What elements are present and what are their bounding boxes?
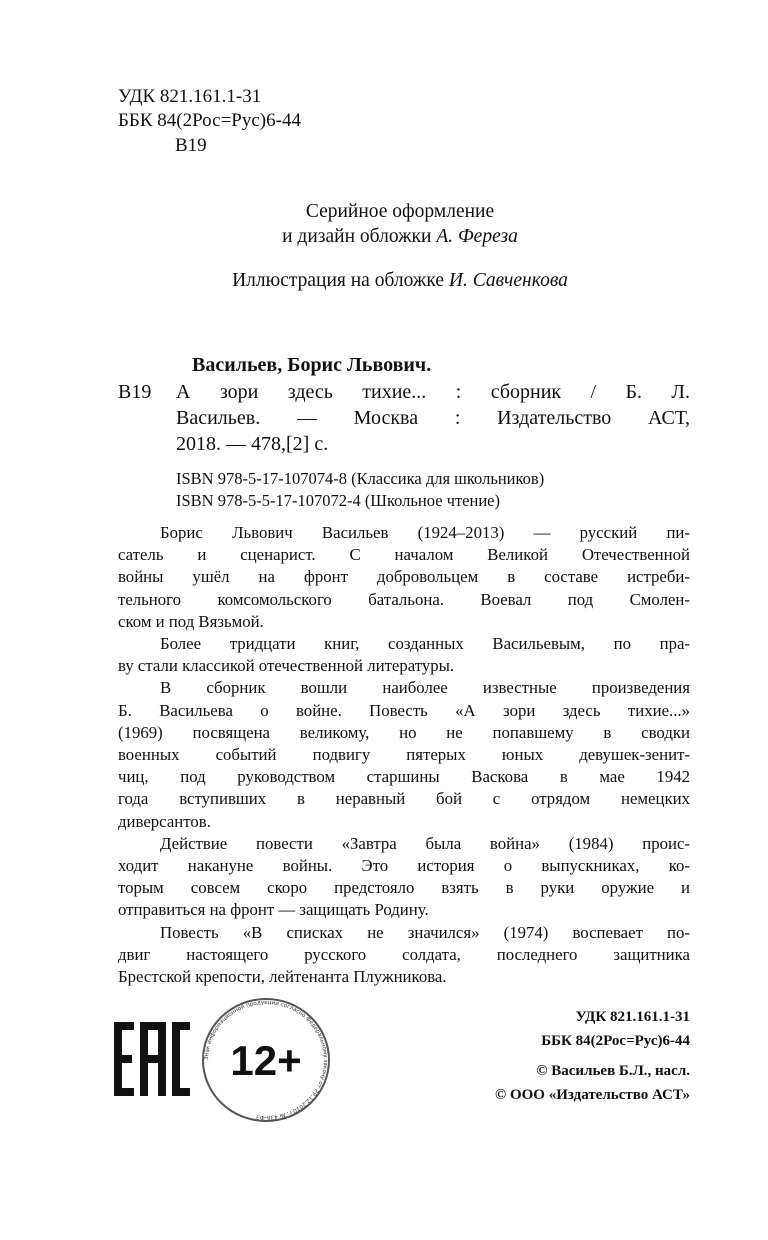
- annotation-line: Более тридцати книг, созданных Васильевым, по пра-: [160, 634, 690, 654]
- annotation-line: двиг настоящего русского солдата, последнего защитника: [118, 944, 690, 964]
- catalog-line: А зори здесь тихие... : сборник / Б. Л.: [176, 381, 690, 403]
- annotation-line: диверсантов.: [118, 811, 211, 831]
- annotation-line: военных событий подвигу пятерых юных девушек-зенит-: [118, 745, 690, 765]
- annotation-line: Действие повести «Завтра была война» (1984) проис-: [160, 833, 690, 853]
- annotation-line: ском и под Вязьмой.: [118, 611, 264, 631]
- annotation-line: чиц, под руководством старшины Васкова в мае 1942: [118, 767, 690, 787]
- eac-logo-icon: [112, 1020, 192, 1098]
- isbn-list: [176, 468, 544, 512]
- illustration-prefix: Иллюстрация на обложке: [232, 270, 449, 291]
- annotation-line: сатель и сценарист. С началом Великой Отечественной: [118, 545, 690, 565]
- copyright-author: © Васильев Б.Л., насл.: [536, 1063, 690, 1079]
- design-credit-line1: Серийное оформление: [305, 201, 495, 222]
- illustration-credit: [0, 269, 768, 292]
- annotation-line: Брестской крепости, лейтенанта Плужникова.: [118, 967, 447, 987]
- annotation-line: Борис Львович Васильев (1924–2013) — русский пи-: [160, 523, 690, 542]
- annotation-text: [118, 522, 690, 988]
- age-rating-badge-icon: [200, 996, 332, 1124]
- header-code: В19: [175, 135, 207, 156]
- annotation-line: ходит накануне войны. Это история о выпускниках, ко-: [118, 856, 690, 876]
- catalog-description: [176, 379, 690, 457]
- catalog-code: В19: [118, 381, 152, 403]
- isbn-line: ISBN 978-5-17-107074-8 (Классика для школьников): [176, 469, 545, 488]
- age-ring-text: Знак информационной продукции согласно Федеральному закону от 29.12.2010 г. № 436-ФЗ: [203, 999, 329, 1121]
- annotation-line: Б. Васильева о войне. Повесть «А зори здесь тихие...»: [118, 700, 690, 720]
- annotation-line: В сборник вошли наиболее известные произведения: [160, 678, 690, 698]
- copyright-publisher: © ООО «Издательство АСТ»: [494, 1087, 690, 1103]
- annotation-line: ву стали классикой отечественной литературы.: [118, 656, 455, 676]
- catalog-line: Васильев. — Москва : Издательство АСТ,: [176, 407, 690, 429]
- catalog-line: 2018. — 478,[2] с.: [176, 433, 329, 455]
- illustrator-name: И. Савченкова: [448, 270, 568, 291]
- footer-bbk: ББК 84(2Рос=Рус)6-44: [541, 1033, 690, 1049]
- header-bbk: ББК 84(2Рос=Рус)6-44: [118, 110, 301, 131]
- isbn-line: ISBN 978-5-5-17-107072-4 (Школьное чтение): [176, 491, 500, 510]
- annotation-line: (1969) посвящена великому, но не попавшему в сводки: [118, 722, 690, 742]
- design-prefix: и дизайн обложки: [282, 226, 437, 247]
- age-rating-text: 12+: [230, 1037, 302, 1084]
- design-credit-line2: [0, 225, 768, 248]
- annotation-line: торым совсем скоро предстояло взять в руки оружие и: [118, 878, 690, 898]
- annotation-line: войны ушёл на фронт добровольцем в составе истреби-: [118, 567, 690, 587]
- footer-udk: УДК 821.161.1-31: [575, 1009, 690, 1025]
- catalog-author: Васильев, Борис Львович.: [192, 354, 432, 376]
- annotation-line: Повесть «В списках не значился» (1974) воспевает по-: [160, 922, 690, 942]
- annotation-line: тельного комсомольского батальона. Воевал под Смолен-: [118, 589, 690, 609]
- annotation-line: отправиться на фронт — защищать Родину.: [118, 900, 429, 920]
- designer-name: А. Фереза: [436, 226, 518, 247]
- header-udk: УДК 821.161.1-31: [118, 86, 262, 107]
- annotation-line: года вступивших в неравный бой с отрядом немецких: [118, 789, 690, 809]
